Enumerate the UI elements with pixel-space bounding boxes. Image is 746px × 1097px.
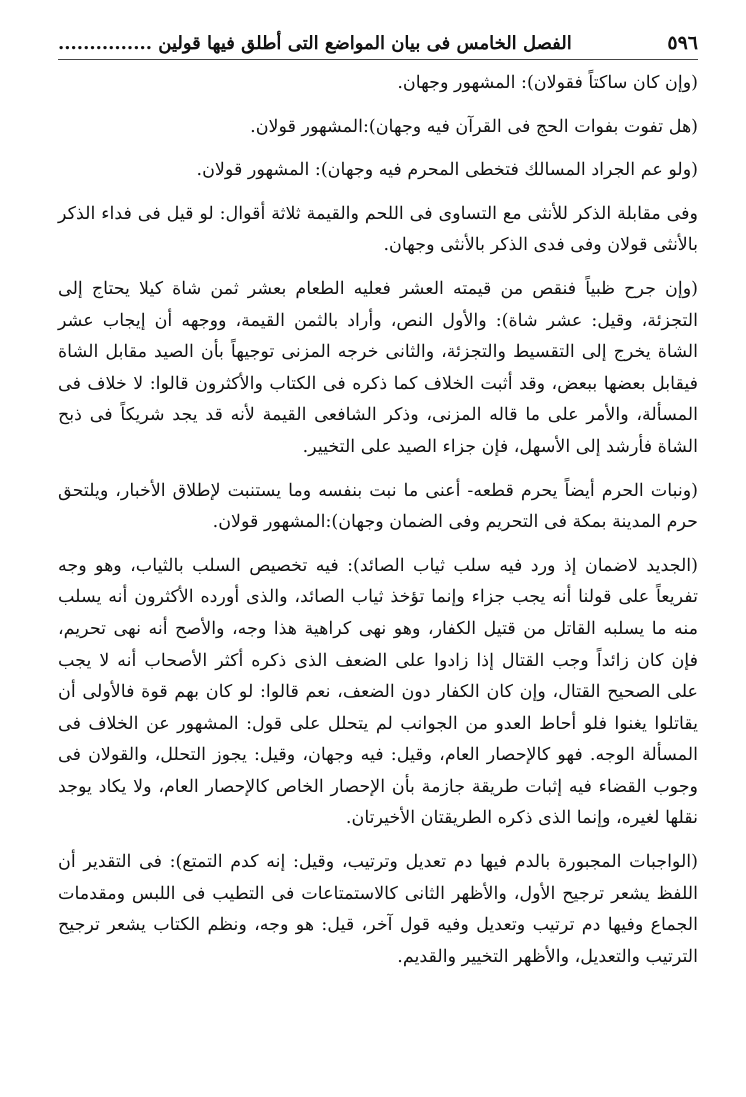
paragraph: وفى مقابلة الذكر للأنثى مع التساوى فى اللحم والقيمة ثلاثة أقوال: لو قيل فى فداء الذكر بالأنثى قولان وفى فدى الذكر بالأنثى وجهان. — [58, 203, 698, 256]
paragraph: (وإن جرح ظبياً فنقص من قيمته العشر فعليه الطعام بعشر ثمن شاة كيلا يحتاج إلى التجزئة، وقيل: عشر شاة): والأول النص، وأراد بالثمن القيمة، ووجهه أن إيجاب عشر الشاة يخرج إلى التقسيط والتجزئة، والثانى خرجه المزنى توجيهاً بأن الصيد مقابل الشاة فيقابل بعضها ببعض، وقد أثبت الخلاف كما ذكره فى الكتاب والأكثرون قالوا: لا خلاف فى المسألة، والأمر على ما قاله المزنى، وذكر الشافعى القيمة لأنه قد يجد شريكاً فى ذبح الشاة فأرشد إلى الأسهل، فإن جزاء الصيد على التخيير. — [58, 278, 698, 457]
paragraph: (هل تفوت بفوات الحج فى القرآن فيه وجهان):المشهور قولان. — [250, 116, 698, 137]
paragraph: (وإن كان ساكتاً فقولان): المشهور وجهان. — [397, 73, 698, 93]
book-page — [58, 30, 698, 985]
paragraph: (الواجبات المجبورة بالدم فيها دم تعديل وترتيب، وقيل: إنه كدم التمتع): فى التقدير أن اللفظ يشعر ترجيح الأول، والأظهر الثانى كالاستمتاعات فى التطيب فى اللبس ومقدمات الجماع وفيها دم ترتيب وتعديل وفيه قول آخر، قيل: هو وجه، ونظم الكتاب يشعر ترجيح الترتيب والتعديل، والأظهر التخيير والقديم. — [58, 852, 698, 967]
running-header — [58, 30, 698, 60]
paragraph: (ولو عم الجراد المسالك فتخطى المحرم فيه وجهان): المشهور قولان. — [196, 160, 698, 181]
paragraph: (ونبات الحرم أيضاً يحرم قطعه- أعنى ما نبت بنفسه وما يستنبت لإطلاق الأخبار، ويلتحق حرم المدينة بمكة فى التحريم وفى الضمان وجهان):المشهور قولان. — [58, 480, 698, 533]
page-number: ٥٩٦ — [667, 32, 698, 54]
paragraph: (الجديد لاضمان إذ ورد فيه سلب ثياب الصائد): فيه تخصيص السلب بالثياب، وهو وجه تفريعاً على قولنا أنه يجب جزاء وإنما تؤخذ ثياب الصائد، والذى أورده الأكثرون أنه يسلب منه ما يسلبه القاتل من قتيل الكفار، وهو نهى كراهية هذا وجه، والأصح أنه نهى تحريم، فإن كان زائداً وجب القتال إذا زادوا على الضعف الذى ذكره أكثر الأصحاب أنه لا يجب على الصحيح القتال، وإن كان الكفار دون الضعف، نعم قالوا: لو كان بهم قوة فالأولى أن يقاتلوا يغنوا فلو أحاط العدو من الجوانب لم يتحلل على قول: المشهور عن الخلاف فى المسألة الوجه. فهو كالإحصار العام، وقيل: فيه وجهان، وقيل: يجوز التحلل، والقولان فى وجوب القضاء فيه إثبات طريقة جازمة بأن الإحصار الخاص كالإحصار العام، ولا يكاد يوجد نقلها لغيره، وإنما الذى ذكره الطريقتان الأخيرتان. — [58, 555, 698, 829]
running-title: الفصل الخامس فى بيان المواضع التى أطلق فيها قولين ............... — [58, 33, 572, 54]
